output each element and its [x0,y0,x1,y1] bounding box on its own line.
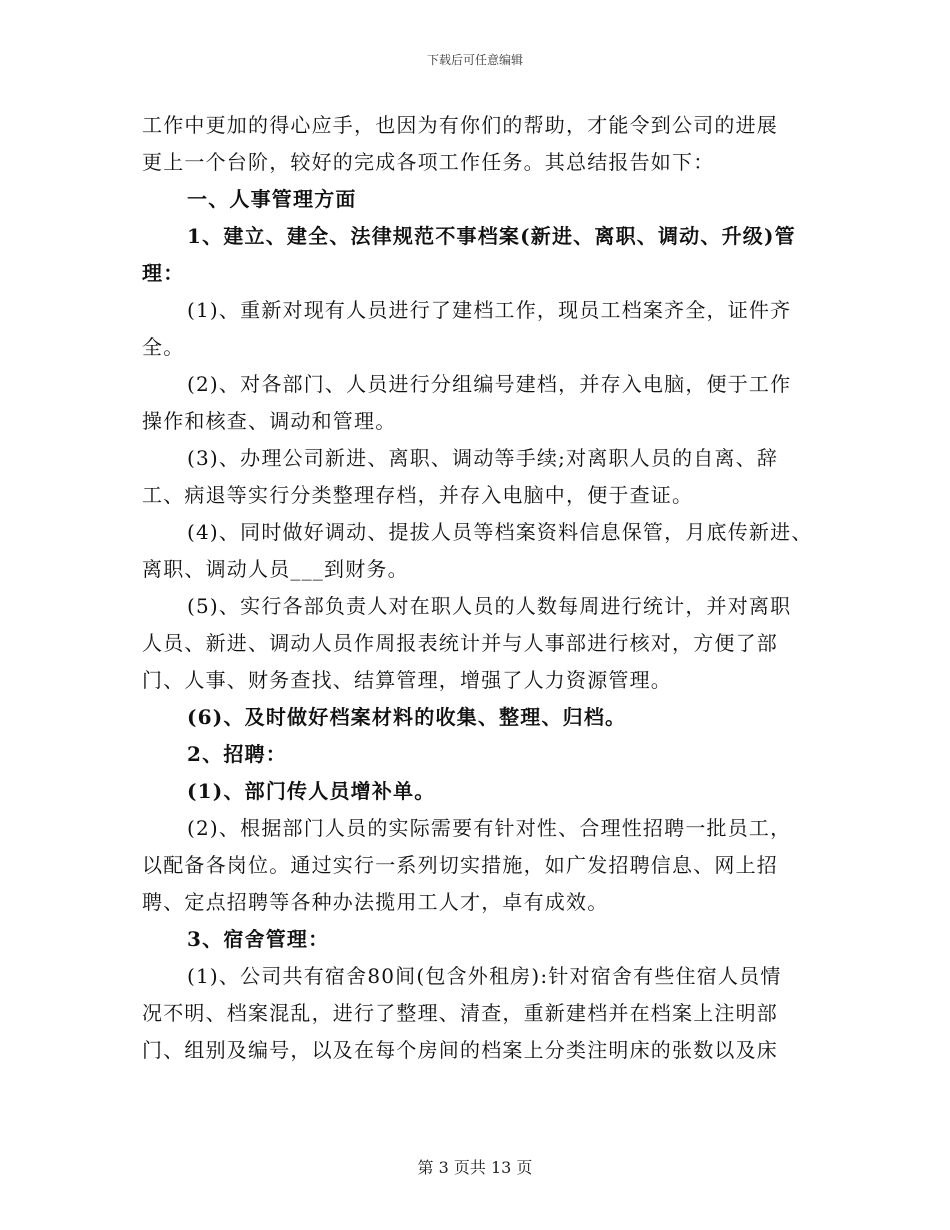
item-paragraph-bold [142,699,822,736]
text-line: 人员、新进、调动人员作周报表统计并与人事部进行核对，方便了部 [142,631,778,655]
text-line: 1、建立、建全、法律规范不事档案(新进、离职、调动、升级)管 [187,224,796,248]
intro-paragraph [142,107,822,181]
item-paragraph [142,958,822,1069]
text-line: (2)、根据部门人员的实际需要有针对性、合理性招聘一批员工， [187,816,792,840]
document-body [142,107,822,1069]
text-line: (1)、公司共有宿舍80间(包含外租房):针对宿舍有些住宿人员情 [187,964,782,988]
text-line: 2、招聘： [187,742,287,766]
item-paragraph [142,514,822,588]
subheading-dormitory [142,921,822,958]
subheading-recruitment [142,736,822,773]
text-line: 操作和核查、调动和管理。 [142,409,397,433]
page-number: 第 3 页共 13 页 [417,1158,533,1177]
text-line: 一、人事管理方面 [187,187,357,211]
text-line: 况不明、档案混乱，进行了整理、清查，重新建档并在档案上注明部 [142,1001,778,1025]
text-line: 理： [142,261,185,285]
text-line: 全。 [142,335,185,359]
text-line: 工、病退等实行分类整理存档，并存入电脑中，便于查证。 [142,483,694,507]
text-line: (1)、部门传人员增补单。 [187,779,436,803]
text-line: 离职、调动人员___到财务。 [142,557,409,581]
item-paragraph [142,810,822,921]
section-heading-personnel [142,181,822,218]
page-header: 下载后可任意编辑 [426,53,523,67]
text-line: 门、人事、财务查找、结算管理，增强了人力资源管理。 [142,668,672,692]
item-paragraph [142,588,822,699]
text-line: (5)、实行各部负责人对在职人员的人数每周进行统计，并对离职 [187,594,792,618]
item-paragraph [142,440,822,514]
text-line: 工作中更加的得心应手，也因为有你们的帮助，才能令到公司的进展 [142,113,778,137]
item-paragraph-bold [142,773,822,810]
text-line: (3)、办理公司新进、离职、调动等手续;对离职人员的自离、辞 [187,446,779,470]
text-line: (2)、对各部门、人员进行分组编号建档，并存入电脑，便于工作 [187,372,792,396]
text-line: (4)、同时做好调动、提拔人员等档案资料信息保管，月底传新进、 [187,520,813,544]
item-paragraph [142,292,822,366]
text-line: 以配备各岗位。通过实行一系列切实措施，如广发招聘信息、网上招 [142,853,778,877]
text-line: 门、组别及编号，以及在每个房间的档案上分类注明床的张数以及床 [142,1038,778,1062]
text-line: 3、宿舍管理： [187,927,330,951]
text-line: (6)、及时做好档案材料的收集、整理、归档。 [187,705,627,729]
item-paragraph [142,366,822,440]
text-line: 更上一个台阶，较好的完成各项工作任务。其总结报告如下： [142,150,715,174]
subheading-archives [142,218,822,292]
text-line: 聘、定点招聘等各种办法揽用工人才，卓有成效。 [142,890,609,914]
text-line: (1)、重新对现有人员进行了建档工作，现员工档案齐全，证件齐 [187,298,792,322]
